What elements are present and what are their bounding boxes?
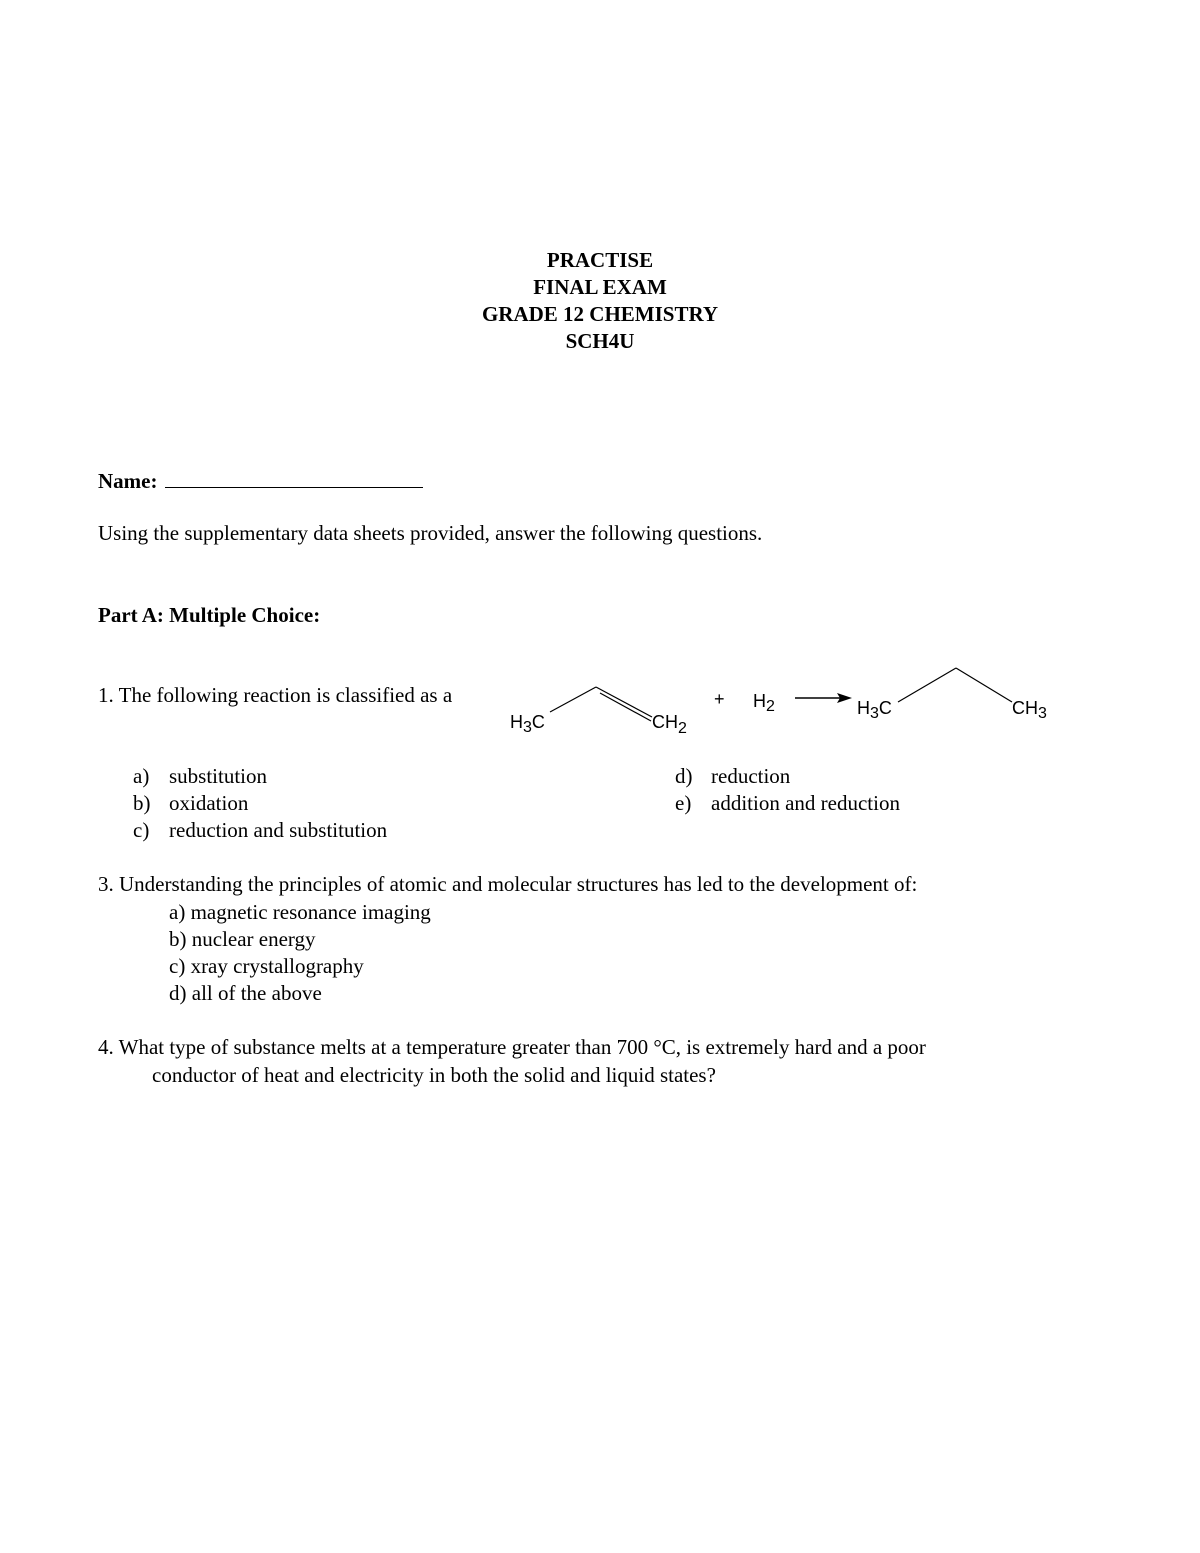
q1-option-c[interactable] xyxy=(133,817,387,844)
header-line-4: SCH4U xyxy=(565,329,635,353)
propane-right-group: CH3 xyxy=(1012,698,1047,722)
option-letter: d) xyxy=(675,764,693,788)
q3-option-d[interactable]: d) all of the above xyxy=(169,981,322,1005)
option-letter: a) xyxy=(133,764,150,788)
option-letter: b) xyxy=(133,791,151,815)
header-line-3: GRADE 12 CHEMISTRY xyxy=(481,302,719,326)
question-4-line-2: conductor of heat and electricity in both the solid and liquid states? xyxy=(152,1063,716,1087)
name-field xyxy=(98,466,423,495)
option-letter: e) xyxy=(675,791,692,815)
propene-left-group: H3C xyxy=(510,712,545,736)
reaction-svg xyxy=(500,660,1080,750)
header-line-2: FINAL EXAM xyxy=(533,275,667,299)
option-text: substitution xyxy=(169,764,268,788)
part-a-title: Part A: Multiple Choice: xyxy=(98,603,321,627)
q1-option-a[interactable] xyxy=(133,763,267,790)
question-1-stem: 1. The following reaction is classified as a xyxy=(98,683,453,707)
header-line-1: PRACTISE xyxy=(546,248,654,272)
q3-option-b[interactable]: b) nuclear energy xyxy=(169,927,316,951)
q1-option-e[interactable] xyxy=(675,790,900,817)
option-text: reduction xyxy=(711,764,791,788)
propene-double-bond-a xyxy=(596,687,652,717)
exam-header xyxy=(0,247,1200,355)
option-text: addition and reduction xyxy=(711,791,900,815)
name-label: Name: xyxy=(98,469,158,493)
reaction-diagram xyxy=(500,660,1080,750)
option-letter: c) xyxy=(133,818,150,842)
question-4-line-1: 4. What type of substance melts at a temperature greater than 700 °C, is extremely hard and a poor xyxy=(98,1035,926,1059)
propene-double-bond-b xyxy=(600,693,651,721)
name-blank-line[interactable] xyxy=(165,466,423,488)
plus-sign: + xyxy=(714,689,725,709)
question-3-stem: 3. Understanding the principles of atomic and molecular structures has led to the development of: xyxy=(98,872,918,896)
propane-bond-1 xyxy=(898,668,956,702)
propene-right-group: CH2 xyxy=(652,712,687,737)
hydrogen-molecule: H2 xyxy=(753,691,775,715)
q1-option-b[interactable] xyxy=(133,790,248,817)
q1-option-d[interactable] xyxy=(675,763,790,790)
q3-option-c[interactable]: c) xray crystallography xyxy=(169,954,364,978)
propane-bond-2 xyxy=(956,668,1012,702)
option-text: oxidation xyxy=(169,791,249,815)
instructions: Using the supplementary data sheets provided, answer the following questions. xyxy=(98,521,763,545)
propane-left-group: H3C xyxy=(857,698,892,722)
propene-single-bond xyxy=(550,687,596,712)
q3-option-a[interactable]: a) magnetic resonance imaging xyxy=(169,900,431,924)
option-text: reduction and substitution xyxy=(169,818,388,842)
